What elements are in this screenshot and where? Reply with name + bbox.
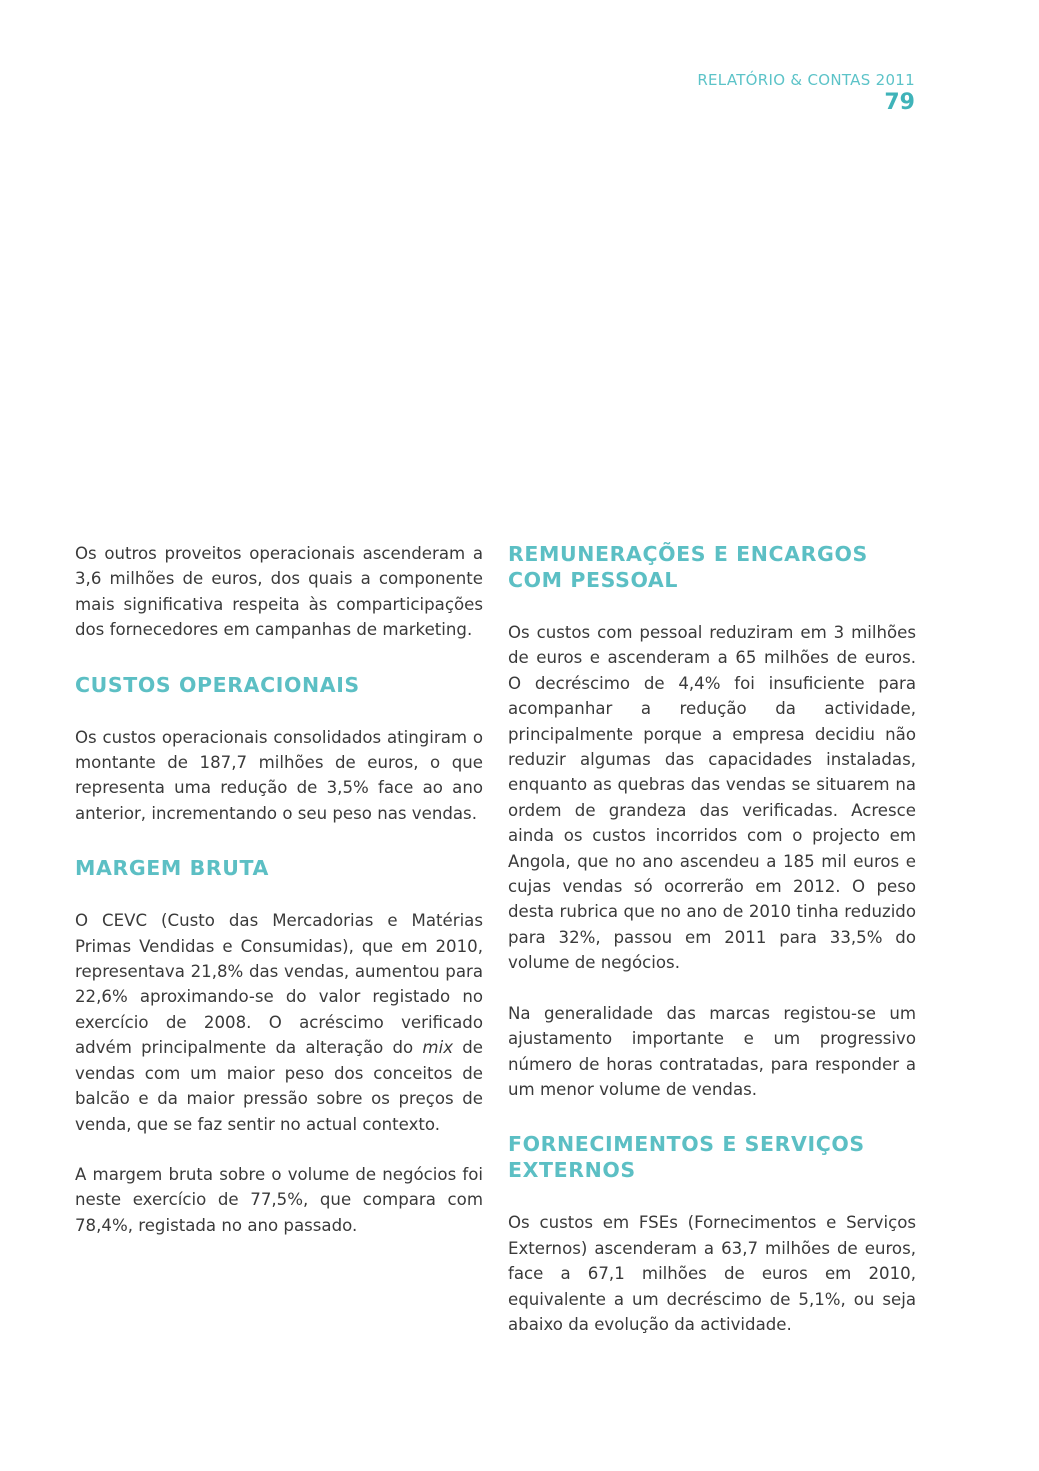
body-paragraph: A margem bruta sobre o volume de negócios foi neste exercício de 77,5%, que compara com 78,4%, registada no ano passado. [75,1164,483,1235]
section-heading: CUSTOS OPERACIONAIS [75,672,360,697]
section-fornecimentos-servicos [508,1131,916,1337]
body-paragraph [75,908,483,1137]
section-heading: FORNECIMENTOS E SERVIÇOS EXTERNOS [508,1132,865,1183]
text-run: de vendas com um maior peso dos conceitos de balcão e da maior pressão sobre os preços de venda, que se faz sentir no actual contexto. [75,1038,483,1134]
right-column [508,541,916,1362]
section-heading: REMUNERAÇÕES E ENCARGOS COM PESSOAL [508,542,868,592]
report-title: RELATÓRIO & CONTAS 2011 [697,71,915,89]
left-column [75,541,483,1263]
intro-paragraph: Os outros proveitos operacionais ascenderam a 3,6 milhões de euros, dos quais a componente mais significativa respeita às comparticipações dos fornecedores em campanhas de marketing. [75,544,483,640]
section-custos-operacionais [75,672,483,827]
page-number: 79 [884,90,915,115]
section-remuneracoes [508,541,916,1102]
page-header [697,70,915,116]
text-run: O CEVC (Custo das Mercadorias e Matérias Primas Vendidas e Consumidas), que em 2010, representava 21,8% das vendas, aumentou para 22,6% aproximando-se do valor registado no exercício de 2008. O acréscimo verificado advém principalmente da alteração do [75,911,483,1058]
section-margem-bruta [75,855,483,1238]
section-heading: MARGEM BRUTA [75,856,269,881]
body-paragraph: Na generalidade das marcas registou-se um ajustamento importante e um progressivo número de horas contratadas, para responder a um menor volume de vendas. [508,1003,916,1099]
body-paragraph: Os custos em FSEs (Fornecimentos e Serviços Externos) ascenderam a 63,7 milhões de euros, face a 67,1 milhões de euros em 2010, equivalente a um decréscimo de 5,1%, ou seja abaixo da evolução da actividade. [508,1213,916,1334]
body-paragraph: Os custos operacionais consolidados atingiram o montante de 187,7 milhões de euros, o que representa uma redução de 3,5% face ao ano anterior, incrementando o seu peso nas vendas. [75,727,483,823]
body-paragraph: Os custos com pessoal reduziram em 3 milhões de euros e ascenderam a 65 milhões de euros. O decréscimo de 4,4% foi insuficiente para acompanhar a redução da actividade, principalmente porque a empresa decidiu não reduzir algumas das capacidades instaladas, enquanto as quebras das vendas se situarem na ordem de grandeza das verificadas. Acresce ainda os custos incorridos com o projecto em Angola, que no ano ascendeu a 185 mil euros e cujas vendas só ocorrerão em 2012. O peso desta rubrica que no ano de 2010 tinha reduzido para 32%, passou em 2011 para 33,5% do volume de negócios. [508,623,916,973]
italic-term: mix [422,1038,454,1058]
